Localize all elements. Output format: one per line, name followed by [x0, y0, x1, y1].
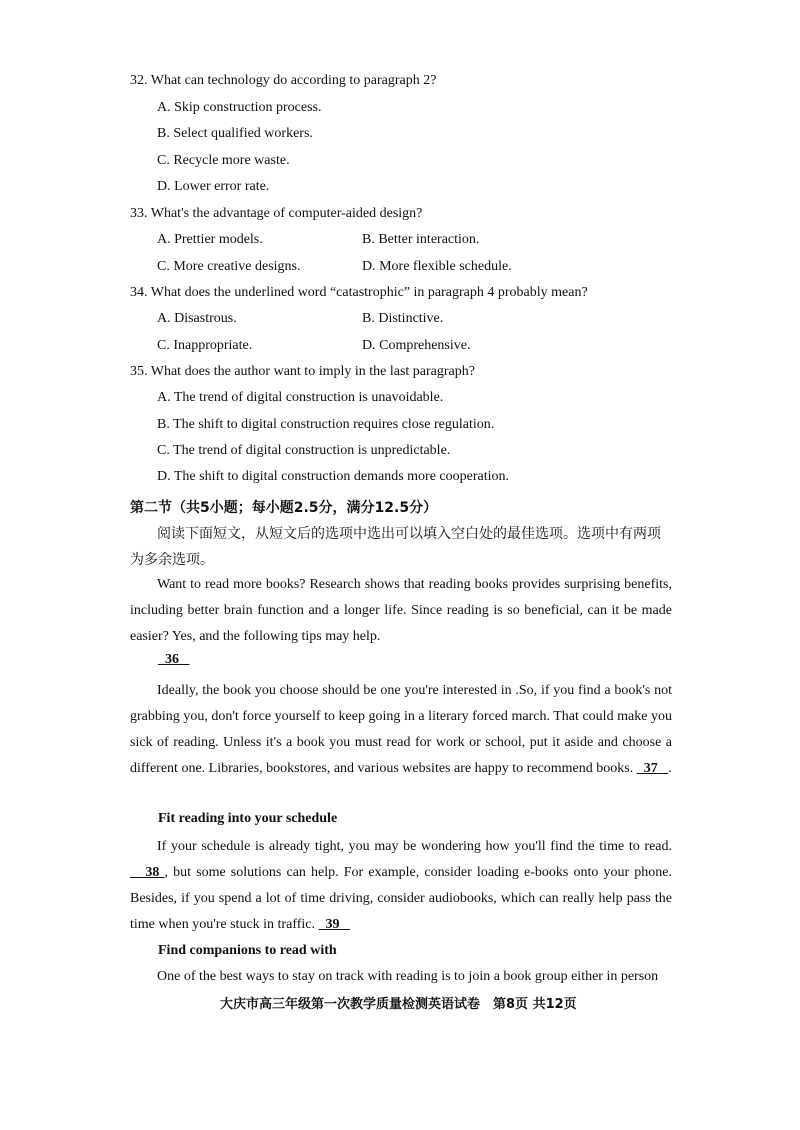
question-33-stem: 33. What's the advantage of computer-aided design? — [130, 206, 423, 221]
question-32-option-b: B. Select qualified workers. — [157, 126, 313, 141]
paragraph-2-rest: , but some solutions can help. For example, consider loading e-books onto your phone. Besides, if you spend a lot of time driving, consider audiobooks, which can really help pass the time when you're stuck in traffic. — [130, 865, 673, 932]
paragraph-1-text: Ideally, the book you choose should be one you're interested in .So, if you find a book's not grabbing you, don't force yourself to keep going in a literary forced march. That could make you sick of reading. Unless it's a book you must read for work or school, put it aside and choose a different one. Libraries, bookstores, and various websites are happy to recommend books. — [130, 683, 672, 776]
question-34-stem: 34. What does the underlined word “catastrophic” in paragraph 4 probably mean? — [130, 285, 588, 300]
paragraph-1-end: . — [668, 761, 672, 776]
blank-36-number: 36 — [165, 652, 179, 667]
subheading-find-companions: Find companions to read with — [158, 943, 337, 958]
blank-39 — [319, 917, 351, 932]
question-32-option-a: A. Skip construction process. — [157, 100, 322, 115]
blank-38 — [130, 865, 165, 880]
subheading-fit-reading: Fit reading into your schedule — [158, 811, 338, 826]
blank-37 — [637, 761, 669, 776]
question-34-option-a: A. Disastrous. — [157, 311, 237, 326]
question-35-option-a: A. The trend of digital construction is unavoidable. — [157, 390, 444, 405]
passage-intro — [130, 572, 672, 650]
question-35-option-c: C. The trend of digital construction is unpredictable. — [157, 443, 451, 458]
blank-36 — [158, 652, 190, 668]
question-32-option-c: C. Recycle more waste. — [157, 153, 290, 168]
question-34-option-d: D. Comprehensive. — [362, 338, 471, 353]
question-32-stem: 32. What can technology do according to paragraph 2? — [130, 73, 437, 88]
question-35-stem: 35. What does the author want to imply in the last paragraph? — [130, 364, 475, 379]
section-2-instruction-line2: 为多余选项。 — [130, 552, 214, 568]
blank-39-number: 39 — [325, 917, 340, 932]
passage-intro-text: Want to read more books? Research shows that reading books provides surprising benefits, including better brain function and a longer life. Since reading is so beneficial, can it be made easier? Yes, and the following tips may help. — [130, 577, 672, 644]
question-34-option-b: B. Distinctive. — [362, 311, 444, 326]
blank-38-number: 38 — [145, 865, 160, 880]
question-33-option-a: A. Prettier models. — [157, 232, 263, 247]
question-35-option-d: D. The shift to digital construction demands more cooperation. — [157, 469, 509, 484]
paragraph-2-start: If your schedule is already tight, you may be wondering how you'll find the time to read. — [157, 839, 672, 854]
question-35-option-b: B. The shift to digital construction requires close regulation. — [157, 417, 495, 432]
passage-paragraph-1 — [130, 678, 672, 782]
question-33-option-d: D. More flexible schedule. — [362, 259, 512, 274]
question-33-option-b: B. Better interaction. — [362, 232, 480, 247]
blank-37-number: 37 — [643, 761, 658, 776]
page-footer: 大庆市高三年级第一次教学质量检测英语试卷 第8页 共12页 — [220, 997, 577, 1012]
section-2-header: 第二节（共5小题；每小题2.5分，满分12.5分） — [130, 500, 438, 516]
question-33-option-c: C. More creative designs. — [157, 259, 301, 274]
passage-paragraph-2 — [130, 834, 672, 938]
question-34-option-c: C. Inappropriate. — [157, 338, 253, 353]
passage-paragraph-3: One of the best ways to stay on track with reading is to join a book group either in person — [157, 969, 659, 984]
question-32-option-d: D. Lower error rate. — [157, 179, 270, 194]
section-2-instruction-line1: 阅读下面短文，从短文后的选项中选出可以填入空白处的最佳选项。选项中有两项 — [157, 526, 661, 542]
